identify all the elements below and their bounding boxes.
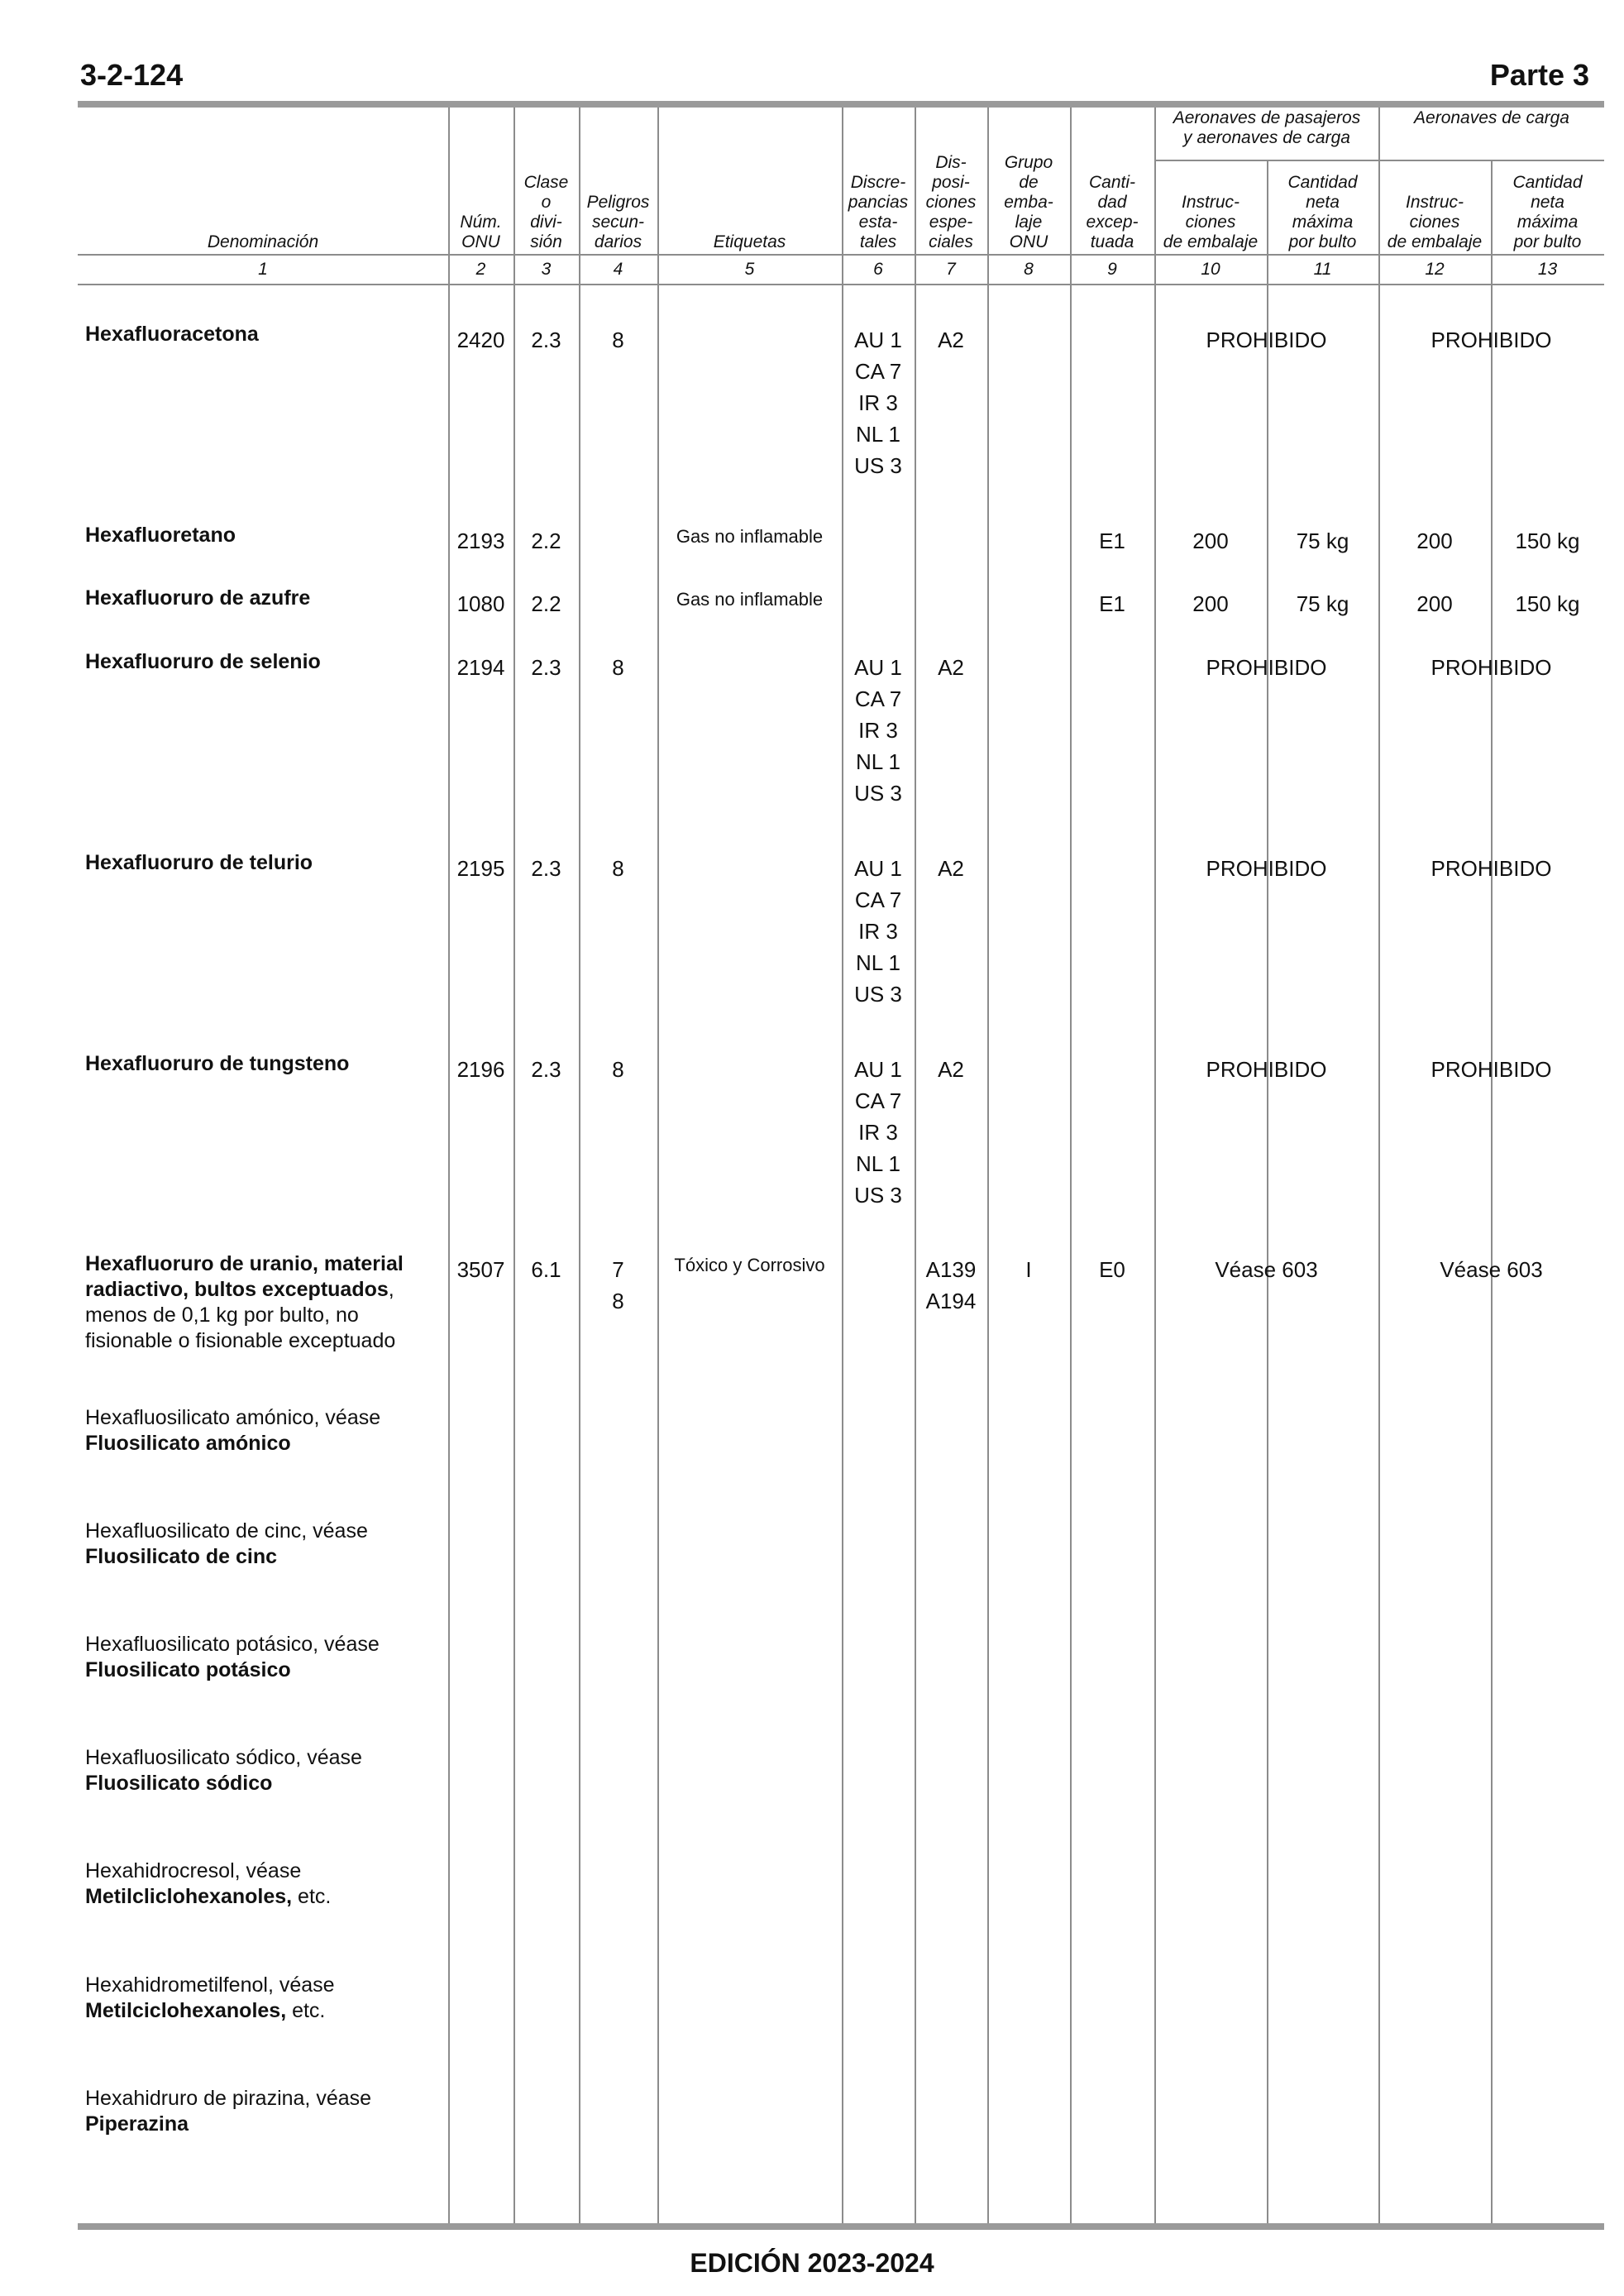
excepted-quantity: E0 <box>1099 1257 1125 1282</box>
column-divider <box>1491 161 1493 2223</box>
entry-name <box>85 1858 441 1910</box>
cargo-aircraft-status: PROHIBIDO <box>1431 655 1552 680</box>
header-cantidad-neta-pax <box>1267 163 1378 252</box>
header-line: Instruc- <box>1405 193 1464 212</box>
header-line: Clase <box>523 173 569 192</box>
entry-name-part: Hexafluosilicato sódico, véase <box>85 1746 362 1769</box>
entry-name <box>85 2086 441 2137</box>
state-variations-line: IR 3 <box>858 390 898 415</box>
entry-name <box>85 322 441 347</box>
hazard-label: Gas no inflamable <box>676 526 824 547</box>
header-line: pancias <box>848 193 909 212</box>
entry-name <box>85 1745 441 1796</box>
header-line: divi- <box>530 213 562 232</box>
entry-name-part: Metilciclohexanoles, <box>85 1999 287 2022</box>
un-number: 2194 <box>456 655 505 680</box>
entry-name-part: Hexafluoruro de azufre <box>85 586 311 610</box>
entry-name-part: Hexafluoretano <box>85 524 236 547</box>
state-variations-line: US 3 <box>854 1183 902 1208</box>
header-denominacion <box>78 112 448 252</box>
un-number: 2196 <box>456 1057 505 1082</box>
colnum-divider <box>78 284 1604 285</box>
header-num-onu <box>448 112 513 252</box>
class-division: 2.3 <box>531 328 561 352</box>
secondary-hazards <box>579 652 657 683</box>
header-line: esta- <box>858 213 898 232</box>
header-line: darios <box>594 232 642 251</box>
column-divider <box>1070 108 1072 2223</box>
entry-name-part: Hexafluoracetona <box>85 323 259 346</box>
column-divider <box>1378 108 1380 2223</box>
entry-name <box>85 1251 441 1354</box>
header-instrucciones-pax <box>1154 163 1267 252</box>
header-instrucciones-cargo <box>1378 163 1491 252</box>
header-line: y aeronaves de carga <box>1183 128 1350 147</box>
entry-name-part: Hexafluoruro de selenio <box>85 650 321 673</box>
special-provisions-line: A2 <box>938 655 964 680</box>
header-line: Grupo <box>1004 153 1053 172</box>
entry-name-part: Hexahidrometilfenol, véase <box>85 1973 335 1997</box>
entry-name-part: Hexafluosilicato potásico, véase <box>85 1633 380 1656</box>
entry-name <box>85 1405 441 1457</box>
special-provisions <box>915 324 987 356</box>
entry-name-part: Hexahidruro de pirazina, véase <box>85 2087 372 2110</box>
entry-name <box>85 850 441 876</box>
header-line: ONU <box>461 232 500 251</box>
column-divider <box>657 108 659 2223</box>
class-division: 2.3 <box>531 1057 561 1082</box>
header-line: Instruc- <box>1181 193 1239 212</box>
bottom-rule <box>78 2223 1604 2230</box>
column-divider <box>987 108 989 2223</box>
special-provisions-line: A2 <box>938 856 964 881</box>
column-divider <box>579 108 580 2223</box>
header-line: secun- <box>591 213 645 232</box>
secondary-hazards-line: 8 <box>612 328 624 352</box>
packing-group: I <box>1025 1257 1032 1282</box>
column-number: 12 <box>1425 260 1445 279</box>
header-num-onu-text <box>460 213 501 252</box>
header-disposiciones-especiales-text <box>926 153 977 252</box>
entry-name <box>85 1519 441 1570</box>
header-clase-text <box>524 173 569 252</box>
column-divider <box>915 108 916 2223</box>
cargo-max-net-quantity: 150 kg <box>1515 529 1580 553</box>
entry-name <box>85 649 441 675</box>
header-line: Cantidad <box>1512 173 1583 192</box>
cargo-aircraft-status: PROHIBIDO <box>1431 328 1552 352</box>
header-line: Núm. <box>460 213 502 232</box>
column-number: 6 <box>873 260 883 279</box>
special-provisions <box>915 853 987 884</box>
un-number: 2420 <box>456 328 505 352</box>
excepted-quantity: E1 <box>1099 591 1125 616</box>
entry-name-part: Hexafluosilicato amónico, véase <box>85 1406 381 1429</box>
header-line: emba- <box>1004 193 1053 212</box>
header-line: ONU <box>1009 232 1048 251</box>
header-line: de <box>1019 173 1039 192</box>
header-aeronaves-pasajeros-text <box>1173 108 1360 148</box>
entry-name-part: , menos de 0,1 kg por bulto, no fisionable o fisionable exceptuado <box>85 1278 396 1352</box>
header-line: tales <box>859 232 897 251</box>
special-provisions-line: A139 <box>925 1257 977 1282</box>
entry-name-part: Piperazina <box>85 2112 189 2136</box>
header-line: por bulto <box>1513 232 1582 251</box>
hazard-label: Gas no inflamable <box>676 589 824 610</box>
header-clase <box>513 112 579 252</box>
header-grupo-embalaje <box>987 112 1070 252</box>
passenger-aircraft-status: PROHIBIDO <box>1206 856 1327 881</box>
passenger-aircraft-status: PROHIBIDO <box>1206 328 1327 352</box>
header-discrepancias <box>842 112 915 252</box>
secondary-hazards <box>579 1254 657 1317</box>
un-number: 2195 <box>456 856 505 881</box>
header-line: Peligros <box>586 193 650 212</box>
header-line: o <box>541 193 552 212</box>
passenger-aircraft-status: PROHIBIDO <box>1206 1057 1327 1082</box>
state-variations-line: US 3 <box>854 781 902 806</box>
state-variations <box>842 1054 915 1211</box>
state-variations <box>842 853 915 1010</box>
un-number: 2193 <box>456 529 505 553</box>
column-number: 11 <box>1313 260 1332 279</box>
entry-name <box>85 1632 441 1683</box>
header-etiquetas <box>657 112 842 252</box>
column-number: 3 <box>541 260 552 279</box>
header-line: ciones <box>1185 213 1236 232</box>
state-variations-line: AU 1 <box>854 1057 902 1082</box>
header-line: excep- <box>1086 213 1139 232</box>
header-line: Cantidad <box>1287 173 1358 192</box>
un-number: 3507 <box>456 1257 505 1282</box>
header-line: ciales <box>929 232 973 251</box>
column-number: 8 <box>1024 260 1034 279</box>
header-line: laje <box>1015 213 1043 232</box>
header-peligros-secundarios-text <box>587 193 650 252</box>
entry-name-part: etc. <box>292 1885 332 1908</box>
passenger-packing-instruction: 200 <box>1192 591 1229 616</box>
excepted-quantity: E1 <box>1099 529 1125 553</box>
header-cantidad-exceptuada-text <box>1086 173 1138 252</box>
header-line: máxima <box>1517 213 1579 232</box>
entry-name <box>85 523 441 548</box>
entry-name-part: Fluosilicato de cinc <box>85 1545 277 1568</box>
secondary-hazards-line: 7 <box>612 1257 624 1282</box>
state-variations-line: AU 1 <box>854 856 902 881</box>
entry-name-part: Hexafluosilicato de cinc, véase <box>85 1519 368 1543</box>
cargo-aircraft-status: PROHIBIDO <box>1431 856 1552 881</box>
header-disposiciones-especiales <box>915 112 987 252</box>
entry-name-part: Hexafluoruro de tungsteno <box>85 1052 350 1075</box>
entry-name <box>85 1973 441 2024</box>
special-provisions-line: A2 <box>938 1057 964 1082</box>
hazard-label: Tóxico y Corrosivo <box>674 1255 825 1275</box>
passenger-max-net-quantity: 75 kg <box>1296 529 1349 553</box>
edition-footer: EDICIÓN 2023-2024 <box>690 2248 934 2278</box>
secondary-hazards <box>579 324 657 356</box>
state-variations <box>842 324 915 481</box>
state-variations-line: NL 1 <box>856 950 900 975</box>
passenger-max-net-quantity: 75 kg <box>1296 591 1349 616</box>
cargo-packing-instruction: 200 <box>1416 529 1453 553</box>
header-cantidad-exceptuada <box>1070 112 1154 252</box>
state-variations-line: CA 7 <box>854 1088 902 1113</box>
class-division: 2.3 <box>531 856 561 881</box>
entry-name-part: Fluosilicato potásico <box>85 1658 291 1681</box>
header-aeronaves-carga: Aeronaves de carga <box>1414 108 1569 127</box>
header-line: Dis- <box>935 153 967 172</box>
state-variations-line: IR 3 <box>858 919 898 944</box>
entry-name <box>85 1051 441 1077</box>
column-number: 2 <box>475 260 486 279</box>
header-denominacion-text: Denominación <box>207 232 319 251</box>
header-cantidad-neta-pax-text <box>1287 173 1357 252</box>
column-divider <box>448 108 450 2223</box>
entry-name-part: Fluosilicato sódico <box>85 1772 273 1795</box>
entry-name-part: Hexahidrocresol, véase <box>85 1859 302 1882</box>
state-variations-line: AU 1 <box>854 328 902 352</box>
class-division: 2.2 <box>531 591 561 616</box>
entry-name-part: Hexafluoruro de telurio <box>85 851 313 874</box>
state-variations-line: IR 3 <box>858 1120 898 1145</box>
state-variations-line: CA 7 <box>854 359 902 384</box>
secondary-hazards <box>579 853 657 884</box>
column-number: 10 <box>1201 260 1220 279</box>
cargo-max-net-quantity: 150 kg <box>1515 591 1580 616</box>
cargo-aircraft-status: Véase 603 <box>1440 1257 1543 1282</box>
column-number: 7 <box>946 260 956 279</box>
secondary-hazards-line: 8 <box>612 1057 624 1082</box>
secondary-hazards-line: 8 <box>612 655 624 680</box>
header-discrepancias-text <box>848 173 908 252</box>
column-divider <box>1154 108 1156 2223</box>
header-line: de embalaje <box>1387 232 1483 251</box>
entry-name-part: Hexafluoruro de uranio, material radiactivo, bultos exceptuados <box>85 1252 404 1301</box>
column-divider <box>1267 161 1268 2223</box>
cargo-aircraft-status: PROHIBIDO <box>1431 1057 1552 1082</box>
passenger-aircraft-status: PROHIBIDO <box>1206 655 1327 680</box>
entry-name-part: Metilcliclohexanoles, <box>85 1885 293 1908</box>
state-variations-line: US 3 <box>854 982 902 1007</box>
state-variations-line: NL 1 <box>856 1151 900 1176</box>
header-line: Aeronaves de pasajeros <box>1173 108 1361 127</box>
top-rule <box>78 101 1604 108</box>
secondary-hazards-line: 8 <box>612 856 624 881</box>
header-line: máxima <box>1292 213 1354 232</box>
header-grupo-embalaje-text <box>1004 153 1053 252</box>
column-number: 1 <box>258 260 268 279</box>
header-line: por bulto <box>1288 232 1357 251</box>
state-variations-line: AU 1 <box>854 655 902 680</box>
special-provisions <box>915 1254 987 1317</box>
part-label: Parte 3 <box>1489 58 1589 92</box>
class-division: 2.2 <box>531 529 561 553</box>
class-division: 2.3 <box>531 655 561 680</box>
column-number: 9 <box>1107 260 1117 279</box>
special-provisions-line: A194 <box>925 1289 977 1313</box>
group-header-divider <box>1154 160 1604 161</box>
passenger-packing-instruction: 200 <box>1192 529 1229 553</box>
header-line: posi- <box>932 173 970 192</box>
header-etiquetas-text: Etiquetas <box>713 232 786 251</box>
header-line: tuada <box>1090 232 1134 251</box>
state-variations-line: NL 1 <box>856 422 900 447</box>
header-line: espe- <box>929 213 973 232</box>
state-variations-line: IR 3 <box>858 718 898 743</box>
state-variations-line: CA 7 <box>854 887 902 912</box>
header-bottom-divider <box>78 254 1604 256</box>
header-line: Canti- <box>1088 173 1136 192</box>
page-number: 3-2-124 <box>80 58 184 92</box>
column-number: 13 <box>1537 260 1558 279</box>
header-aeronaves-pasajeros <box>1154 108 1379 158</box>
header-line: dad <box>1097 193 1127 212</box>
secondary-hazards-line: 8 <box>612 1289 624 1313</box>
header-instrucciones-cargo-text <box>1388 193 1482 252</box>
column-number: 4 <box>613 260 623 279</box>
entry-name-part: Fluosilicato amónico <box>85 1432 291 1455</box>
header-line: neta <box>1531 193 1564 212</box>
header-peligros-secundarios <box>579 112 657 252</box>
special-provisions <box>915 652 987 683</box>
column-number: 5 <box>744 260 755 279</box>
header-line: neta <box>1306 193 1340 212</box>
state-variations <box>842 652 915 809</box>
state-variations-line: CA 7 <box>854 686 902 711</box>
passenger-aircraft-status: Véase 603 <box>1215 1257 1318 1282</box>
header-cantidad-neta-cargo <box>1491 163 1604 252</box>
column-divider <box>513 108 515 2223</box>
header-instrucciones-pax-text <box>1163 193 1258 252</box>
special-provisions-line: A2 <box>938 328 964 352</box>
entry-name <box>85 586 441 611</box>
state-variations-line: NL 1 <box>856 749 900 774</box>
class-division: 6.1 <box>531 1257 561 1282</box>
header-cantidad-neta-cargo-text <box>1512 173 1582 252</box>
header-line: Discre- <box>850 173 906 192</box>
secondary-hazards <box>579 1054 657 1085</box>
state-variations-line: US 3 <box>854 453 902 478</box>
header-line: sión <box>530 232 562 251</box>
header-line: de embalaje <box>1163 232 1259 251</box>
entry-name-part: etc. <box>286 1999 326 2022</box>
header-line: ciones <box>925 193 977 212</box>
header-line: ciones <box>1409 213 1460 232</box>
un-number: 1080 <box>456 591 505 616</box>
cargo-packing-instruction: 200 <box>1416 591 1453 616</box>
special-provisions <box>915 1054 987 1085</box>
